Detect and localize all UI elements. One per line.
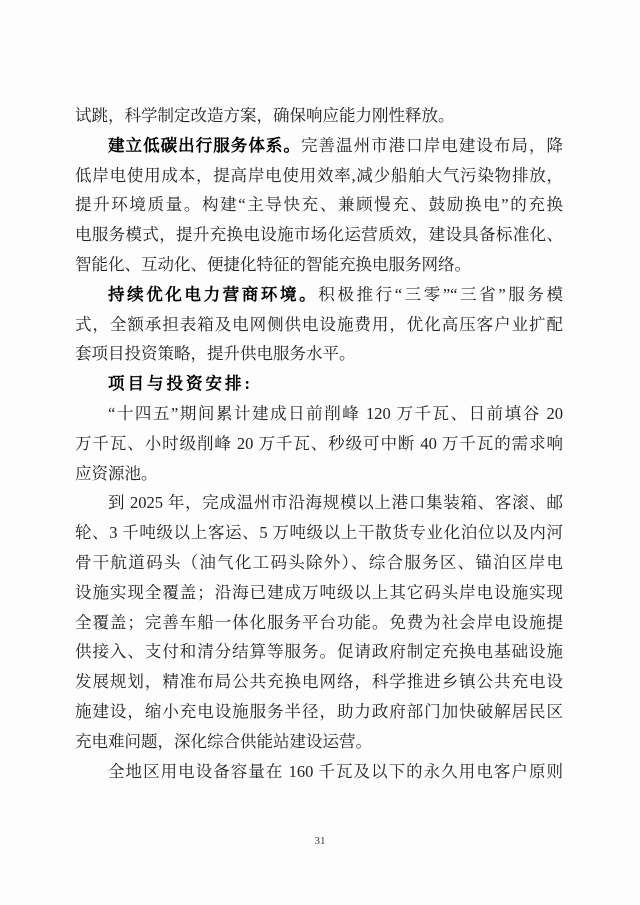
text-run: “十四五”期间累计建成日前削峰 120 万千瓦、日前填谷 20 [108, 403, 563, 423]
text-run: 积极推行“三零”“三省”服务模 [318, 284, 564, 304]
text-line [75, 488, 563, 518]
text-run: 完善温州市港口岸电建设布局，降 [300, 135, 564, 155]
text-run: 试跳，科学制定改造方案，确保响应能力刚性释放。 [75, 106, 455, 125]
text-run: 施建设，缩小充电设施服务半径，助力政府部门加快破解居民区 [75, 701, 563, 721]
text-run: 套项目投资策略，提升供电服务水平。 [75, 344, 356, 364]
text-line [75, 190, 563, 220]
text-line [75, 220, 563, 250]
text-line [75, 250, 563, 280]
text-run: 式，全额承担表箱及电网侧供电设施费用，优化高压客户业扩配 [75, 314, 563, 334]
text-line [75, 608, 563, 638]
text-line [75, 548, 563, 578]
text-line [75, 369, 563, 399]
text-line [75, 578, 563, 608]
text-line [75, 101, 563, 131]
text-line [75, 697, 563, 727]
text-line [75, 637, 563, 667]
text-run: 万千瓦、小时级削峰 20 万千瓦、秒级可中断 40 万千瓦的需求响 [75, 433, 563, 453]
text-run: 智能化、互动化、便捷化特征的智能充换电服务网络。 [75, 254, 471, 274]
text-line [75, 399, 563, 429]
bold-heading-run: 建立低碳出行服务体系。 [108, 135, 301, 155]
text-run: 轮、3 千吨级以上客运、5 万吨级以上干散货专业化泊位以及内河 [75, 523, 563, 543]
text-line [75, 280, 563, 310]
text-line [75, 429, 563, 459]
text-run: 低岸电使用成本，提高岸电使用效率,减少船舶大气污染物排放， [75, 165, 563, 185]
bold-heading-run: 持续优化电力营商环境。 [108, 284, 319, 304]
text-run: 充电难问题，深化综合供能站建设运营。 [75, 731, 372, 751]
text-line [75, 310, 563, 340]
text-line [75, 667, 563, 697]
text-run: 全地区用电设备容量在 160 千瓦及以下的永久用电客户原则 [108, 761, 563, 781]
text-line [75, 757, 563, 787]
text-line [75, 161, 563, 191]
text-run: 到 2025 年，完成温州市沿海规模以上港口集装箱、客滚、邮 [108, 493, 563, 513]
text-run: 设施实现全覆盖；沿海已建成万吨级以上其它码头岸电设施实现 [75, 582, 563, 602]
text-run: 供接入、支付和清分结算等服务。促请政府制定充换电基础设施 [75, 642, 563, 662]
text-line [75, 131, 563, 161]
text-run: 发展规划，精准布局公共充换电网络，科学推进乡镇公共充电设 [75, 672, 563, 692]
text-line [75, 727, 563, 757]
text-run: 电服务模式，提升充换电设施市场化运营质效，建设具备标准化、 [75, 225, 563, 245]
text-run: 全覆盖；完善车船一体化服务平台功能。免费为社会岸电设施提 [75, 612, 563, 632]
text-run: 提升环境质量。构建“主导快充、兼顾慢充、鼓励换电”的充换 [75, 195, 563, 215]
bold-heading-run: 项目与投资安排: [108, 374, 253, 394]
page-number: 31 [314, 835, 326, 847]
text-run: 骨干航道码头（油气化工码头除外）、综合服务区、锚泊区岸电 [75, 552, 563, 572]
text-line [75, 339, 563, 369]
document-text-block [75, 101, 563, 786]
text-line [75, 518, 563, 548]
text-run: 应资源池。 [75, 463, 158, 483]
text-line [75, 459, 563, 489]
